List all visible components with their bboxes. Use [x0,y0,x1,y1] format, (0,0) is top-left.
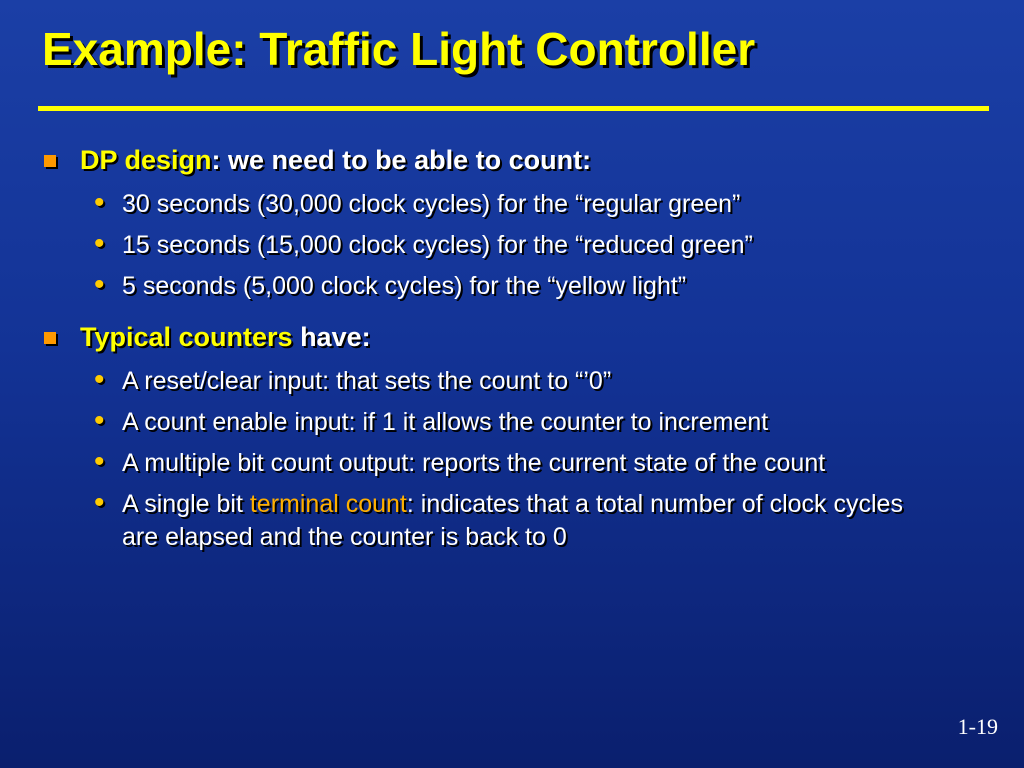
square-bullet-icon [44,332,56,344]
list-item [0,188,1024,221]
dot-bullet-icon: • [94,363,105,396]
list-item-text: A multiple bit count output: reports the current state of the count [122,449,826,477]
dot-bullet-icon: • [94,186,105,219]
list-item [0,229,1024,262]
bullet-dp-design [0,140,1024,180]
title-underline [38,106,989,111]
dot-bullet-icon: • [94,445,105,478]
typical-counters-text: have: [292,322,371,352]
list-item [0,270,1024,303]
dot-bullet-icon: • [94,404,105,437]
typical-counters-highlight: Typical counters [80,322,293,352]
terminal-count-highlight: terminal count [249,490,407,518]
slide-content [0,140,1024,554]
list-item [0,447,1024,480]
dot-bullet-icon: • [94,486,105,519]
list-item [0,406,1024,439]
list-item-text: 5 seconds (5,000 clock cycles) for the “yellow light” [122,272,687,300]
dp-design-highlight: DP design [80,145,212,175]
bullet-typical-counters [0,317,1024,357]
dp-design-text: : we need to be able to count: [211,145,592,175]
dot-bullet-icon: • [94,268,105,301]
list-item-text: 30 seconds (30,000 clock cycles) for the “regular green” [122,190,741,218]
list-item [0,365,1024,398]
slide-title: Example: Traffic Light Controller [42,23,756,75]
list-item-text: 15 seconds (15,000 clock cycles) for the “reduced green” [122,231,753,259]
terminal-count-prefix: A single bit [122,490,250,518]
page-number: 1-19 [957,714,998,739]
square-bullet-icon [44,155,56,167]
dot-bullet-icon: • [94,227,105,260]
list-item-terminal-count [0,488,1024,554]
list-item-text: A count enable input: if 1 it allows the counter to increment [122,408,769,436]
list-item-text: A reset/clear input: that sets the count to “’0” [122,367,612,395]
terminal-count-suffix: : indicates that a total number of clock cycles are elapsed and the counter is back to 0 [122,490,903,551]
